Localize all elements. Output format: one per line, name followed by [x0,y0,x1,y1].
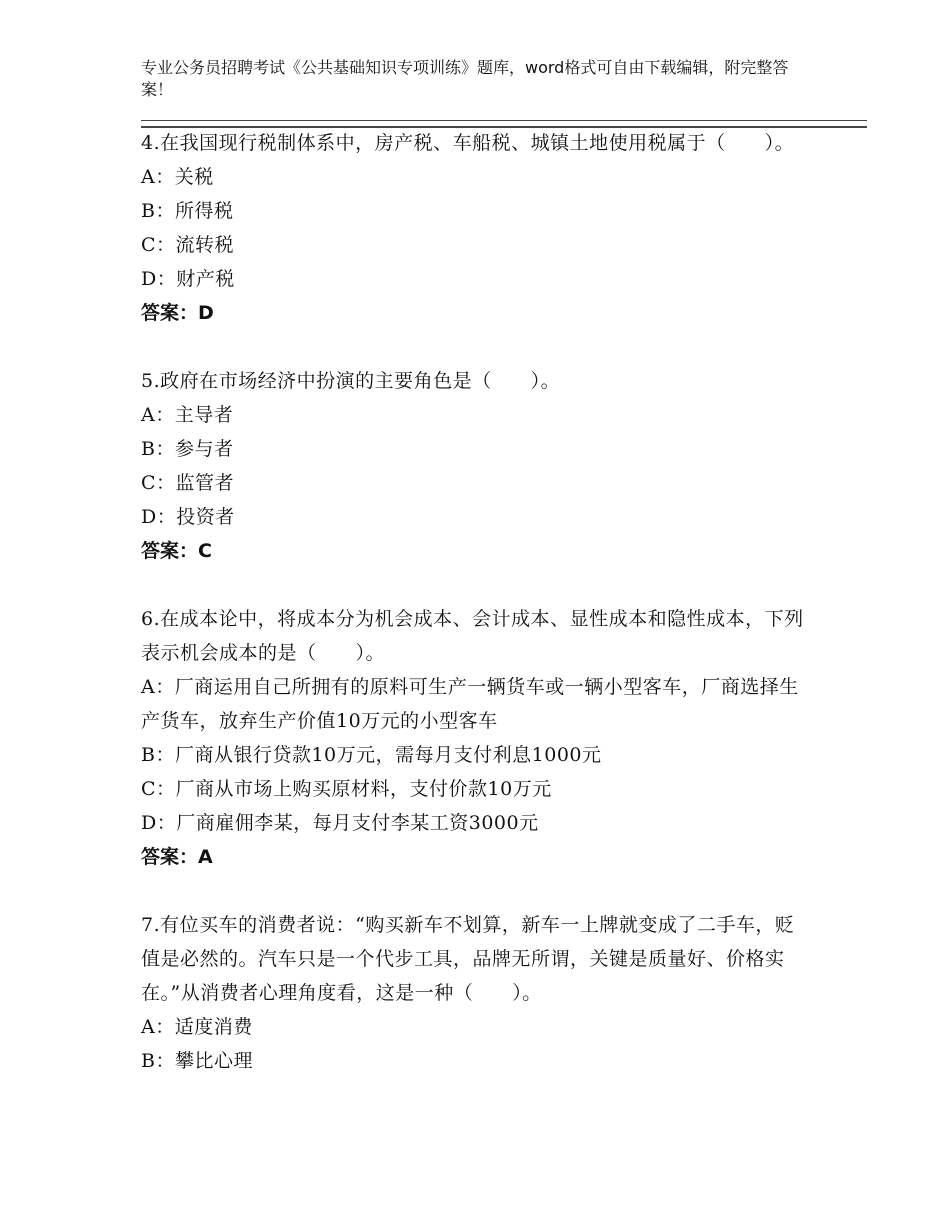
question-stem: 6.在成本论中，将成本分为机会成本、会计成本、显性成本和隐性成本，下列表示机会成本的是（ ）。 [141,608,804,664]
option-c: C：监管者 [141,472,235,494]
question-stem: 5.政府在市场经济中扮演的主要角色是（ ）。 [141,370,561,392]
option-c: C：流转税 [141,234,235,256]
answer-label: 答案：A [141,846,213,868]
question-7 [141,908,807,1078]
option-c: C：厂商从市场上购买原材料，支付价款10万元 [141,778,552,800]
option-d: D：财产税 [141,268,235,290]
answer-label: 答案：D [141,302,214,324]
option-a: A：厂商运用自己所拥有的原料可生产一辆货车或一辆小型客车，厂商选择生产货车，放弃生产价值10万元的小型客车 [141,676,799,732]
question-5 [141,364,807,568]
page-header: 专业公务员招聘考试《公共基础知识专项训练》题库，word格式可自由下载编辑，附完整答案！ [141,58,789,99]
option-a: A：主导者 [141,404,234,426]
option-b: B：厂商从银行贷款10万元，需每月支付利息1000元 [141,744,602,766]
question-stem: 7.有位买车的消费者说：“购买新车不划算，新车一上牌就变成了二手车，贬值是必然的。汽车只是一个代步工具，品牌无所谓，关键是质量好、价格实在。”从消费者心理角度看，这是一种（ ）。 [141,914,795,1004]
question-4 [141,126,807,330]
option-b: B：攀比心理 [141,1050,253,1072]
option-d: D：厂商雇佣李某，每月支付李某工资3000元 [141,812,539,834]
answer-label: 答案：C [141,540,212,562]
option-a: A：关税 [141,166,214,188]
question-6 [141,602,807,874]
option-b: B：参与者 [141,438,234,460]
question-stem: 4.在我国现行税制体系中，房产税、车船税、城镇土地使用税属于（ ）。 [141,132,795,154]
option-b: B：所得税 [141,200,234,222]
question-list [141,126,807,1078]
option-a: A：适度消费 [141,1016,253,1038]
option-d: D：投资者 [141,506,235,528]
